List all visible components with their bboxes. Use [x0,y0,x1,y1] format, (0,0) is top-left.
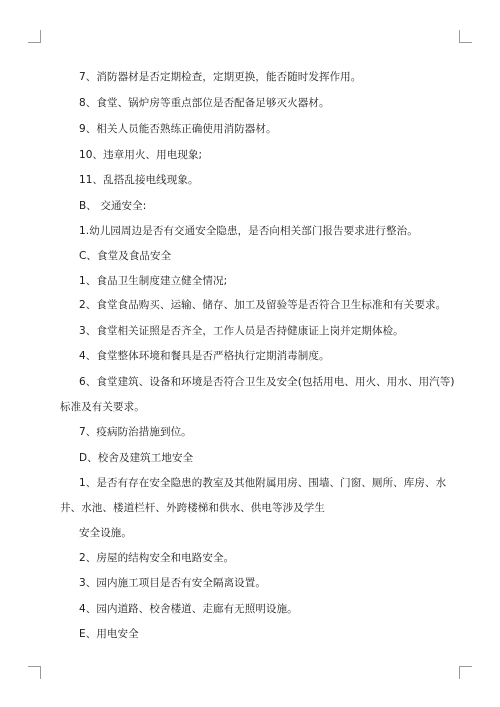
text-line: 2、房屋的结构安全和电路安全。 [79,552,235,564]
text-line: 10、违章用火、用电现象; [79,149,203,161]
text-line: 井、水池、楼道栏杆、外跨楼梯和供水、供电等涉及学生 [60,502,325,514]
text-line: 1、食品卫生制度建立健全情况; [79,275,228,287]
text-line: 标准及有关要求。 [60,401,145,413]
text-line: 1、是否有存在安全隐患的教室及其他附属用房、围墙、门窗、厕所、库房、水 [79,477,447,489]
text-line: 7、疫病防治措施到位。 [79,426,192,438]
crop-mark-bottom-left [28,666,41,679]
section-heading: E、用电安全 [79,628,139,640]
text-line: 7、消防器材是否定期检查，定期更换，能否随时发挥作用。 [79,71,362,83]
text-line: 4、园内道路、校舍楼道、走廊有无照明设施。 [79,603,298,615]
text-line: 3、园内施工项目是否有安全隔离设置。 [79,577,266,589]
text-line: 安全设施。 [79,527,132,539]
text-line: 3、食堂相关证照是否齐全，工作人员是否持健康证上岗并定期体检。 [79,325,404,337]
section-heading: D、校舍及建筑工地安全 [79,452,194,464]
text-line: 4、食堂整体环境和餐具是否严格执行定期消毒制度。 [79,350,330,362]
text-line: 9、相关人员能否熟练正确使用消防器材。 [79,123,277,135]
text-line: 2、食堂食品购买、运输、储存、加工及留验等是否符合卫生标准和有关要求。 [79,299,447,311]
text-line: 1.幼儿园周边是否有交通安全隐患，是否向相关部门报告要求进行整治。 [79,225,418,237]
crop-mark-bottom-right [459,666,472,679]
text-line: 6、食堂建筑、设备和环境是否符合卫生及安全(包括用电、用火、用水、用汽等) [79,376,455,388]
crop-mark-top-left [28,30,41,43]
section-heading: B、 交通安全: [79,200,147,212]
crop-mark-top-right [459,30,472,43]
text-line: 8、食堂、锅炉房等重点部位是否配备足够灭火器材。 [79,97,330,109]
text-line: 11、乱搭乱接电线现象。 [79,174,199,186]
section-heading: C、食堂及食品安全 [79,250,172,262]
